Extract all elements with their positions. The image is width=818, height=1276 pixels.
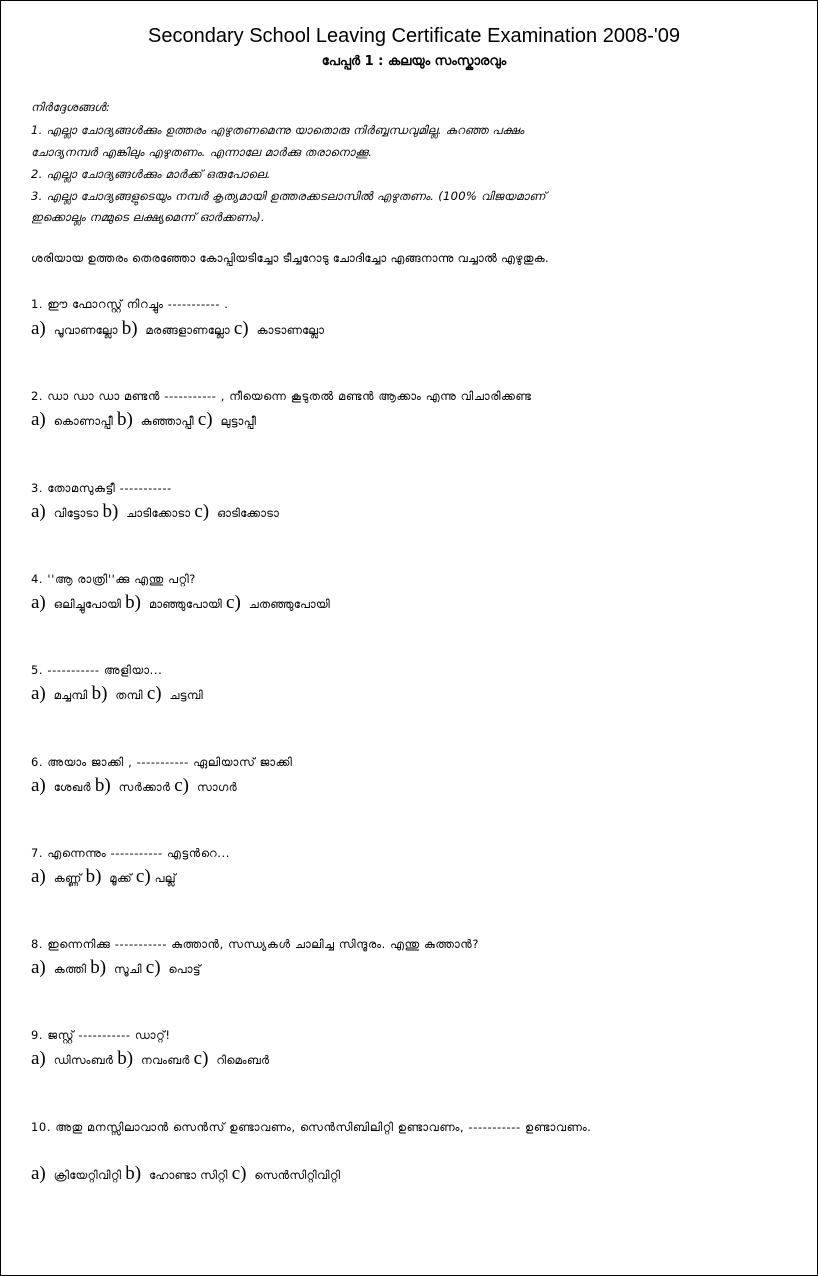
option-label: c) xyxy=(135,866,151,887)
option-label: b) xyxy=(117,1048,134,1069)
option-c: പല്ല് xyxy=(154,871,176,885)
question-5-text: 5. ----------- അളിയാ... xyxy=(31,663,163,677)
option-b: മാഞ്ഞുപോയി xyxy=(148,597,223,611)
option-label: a) xyxy=(31,409,46,430)
option-b: നവംബർ xyxy=(141,1053,190,1067)
option-b: മരങ്ങളാണല്ലോ xyxy=(145,323,230,337)
question-7-options xyxy=(31,866,176,888)
option-label: a) xyxy=(31,866,46,887)
instruction-line: ചോദ്യനമ്പർ എങ്കിലും എഴുതണം. എന്നാലേ മാർക്കു തരാനൊക്കൂ. xyxy=(31,145,373,159)
option-c: ഓടിക്കോടാ xyxy=(217,506,280,520)
option-a: ശേഖർ xyxy=(53,780,91,794)
option-c: സാഗർ xyxy=(196,780,237,794)
option-c: ചതഞ്ഞുപോയി xyxy=(248,597,331,611)
option-label: b) xyxy=(94,775,111,796)
question-7-text: 7. എന്നെന്നും ----------- എട്ടൻറെ... xyxy=(31,846,231,860)
question-6-options xyxy=(31,775,237,797)
instruction-line: 2. എല്ലാ ചോദ്യങ്ങൾക്കും മാർക്ക് ഒരുപോലെ. xyxy=(31,167,271,181)
option-c: സെൻസിറ്റിവിറ്റി xyxy=(254,1168,341,1182)
option-label: c) xyxy=(193,1048,209,1069)
option-label: c) xyxy=(233,318,249,339)
question-4-text: 4. ''ആ രാത്രി''ക്കു എന്തു പറ്റി? xyxy=(31,572,196,586)
option-c: പൊട്ട് xyxy=(168,962,201,976)
option-b: തമ്പി xyxy=(115,688,143,702)
option-label: c) xyxy=(194,501,210,522)
option-b: സൂചി xyxy=(114,962,142,976)
option-a: ഡിസംബർ xyxy=(53,1053,114,1067)
option-a: കണ്ണ് xyxy=(53,871,82,885)
option-label: b) xyxy=(102,501,119,522)
question-10-options xyxy=(31,1163,340,1185)
option-label: c) xyxy=(174,775,189,796)
question-4-options xyxy=(31,592,330,614)
instruction-line: 1. എല്ലാ ചോദ്യങ്ങൾക്കും ഉത്തരം എഴുതണമെന്നു യാതൊരു നിർബ്ബന്ധവുമില്ല. കുറഞ്ഞ പക്ഷം xyxy=(31,123,525,137)
option-a: പൂവാണല്ലോ xyxy=(53,323,118,337)
option-label: b) xyxy=(85,866,102,887)
question-8-options xyxy=(31,957,201,979)
instructions-heading: നിർദ്ദേശങ്ങൾ: xyxy=(31,100,111,114)
question-1-options xyxy=(31,318,324,340)
option-label: a) xyxy=(31,683,46,704)
option-b: സർക്കാർ xyxy=(118,780,171,794)
question-9-options xyxy=(31,1048,269,1070)
option-label: c) xyxy=(231,1163,247,1184)
option-label: c) xyxy=(197,409,213,430)
option-a: ക്രിയേറ്റിവിറ്റി xyxy=(53,1168,122,1182)
option-label: c) xyxy=(146,683,162,704)
option-label: a) xyxy=(31,592,46,613)
option-label: b) xyxy=(121,318,138,339)
question-10-text: 10. അതു മനസ്സിലാവാൻ സെൻസ് ഉണ്ടാവണം, സെൻസിബിലിറ്റി ഉണ്ടാവണം, ----------- ഉണ്ടാവണം. xyxy=(31,1120,592,1134)
option-b: മൂക്ക് xyxy=(109,871,132,885)
option-label: a) xyxy=(31,1163,46,1184)
option-label: c) xyxy=(226,592,241,613)
option-label: a) xyxy=(31,1048,46,1069)
option-c: ചട്ടമ്പി xyxy=(169,688,204,702)
option-a: കത്തി xyxy=(53,962,87,976)
option-label: b) xyxy=(125,592,141,613)
question-2-text: 2. ഡാ ഡാ ഡാ മണ്ടൻ ----------- , നീയെന്നെ കൂടുതൽ മണ്ടൻ ആക്കാം എന്നു വിചാരിക്കണ്ട xyxy=(31,389,532,403)
option-label: a) xyxy=(31,318,46,339)
question-8-text: 8. ഇന്നെനിക്കു ----------- കുത്താൻ, സന്ധ്യകൾ ചാലിച്ച സിന്ദൂരം. എന്തു കുത്താൻ? xyxy=(31,937,480,951)
question-1-text: 1. ഈ ഫോറസ്റ്റ് നിറച്ചും ----------- . xyxy=(31,297,229,311)
option-label: c) xyxy=(145,957,161,978)
question-2-options xyxy=(31,409,256,431)
option-a: ഒലിച്ചുപോയി xyxy=(53,597,122,611)
page-title: Secondary School Leaving Certificate Examination 2008-'09 xyxy=(148,25,680,47)
option-c: റിമെംബർ xyxy=(216,1053,270,1067)
question-3-options xyxy=(31,501,279,523)
option-a: മച്ചമ്പി xyxy=(53,688,88,702)
option-label: a) xyxy=(31,957,46,978)
answer-note: ശരിയായ ഉത്തരം തെരഞ്ഞോ കോപ്പിയടിച്ചോ ടീച്ചറോടു ചോദിച്ചോ എങ്ങനാന്നു വച്ചാൽ എഴുതുക. xyxy=(31,251,549,265)
option-label: b) xyxy=(125,1163,142,1184)
option-b: കുഞ്ഞാപ്പീ xyxy=(140,414,194,428)
option-a: വിട്ടോടാ xyxy=(53,506,99,520)
option-c: ലുട്ടാപ്പീ xyxy=(220,414,257,428)
instruction-line: ഇക്കൊല്ലം നമ്മുടെ ലക്ഷ്യമെന്ന് ഓർക്കണം). xyxy=(31,210,266,224)
option-label: b) xyxy=(117,409,133,430)
question-9-text: 9. ജസ്റ്റ് ----------- ഡാറ്റ്! xyxy=(31,1028,171,1042)
option-label: a) xyxy=(31,501,46,522)
option-a: കൊണാപ്പീ xyxy=(53,414,114,428)
option-b: ഹോണ്ടാ സിറ്റി xyxy=(149,1168,228,1182)
instruction-line: 3. എല്ലാ ചോദ്യങ്ങളുടെയും നമ്പർ കൃത്യമായി ഉത്തരക്കടലാസിൽ എഴുതണം. (100% വിജയമാണ് xyxy=(31,189,546,203)
option-label: b) xyxy=(91,683,108,704)
question-6-text: 6. അയാം ജാക്കി , ----------- ഏലിയാസ് ജാക്കി xyxy=(31,755,293,769)
option-label: b) xyxy=(90,957,107,978)
option-label: a) xyxy=(31,775,46,796)
question-3-text: 3. തോമസുകുട്ടീ ----------- xyxy=(31,481,172,495)
paper-subtitle: പേപ്പർ 1 : കലയും സംസ്കാരവും xyxy=(321,54,507,69)
option-c: കാടാണല്ലോ xyxy=(256,323,325,337)
question-5-options xyxy=(31,683,203,705)
option-b: ചാടിക്കോടാ xyxy=(126,506,191,520)
